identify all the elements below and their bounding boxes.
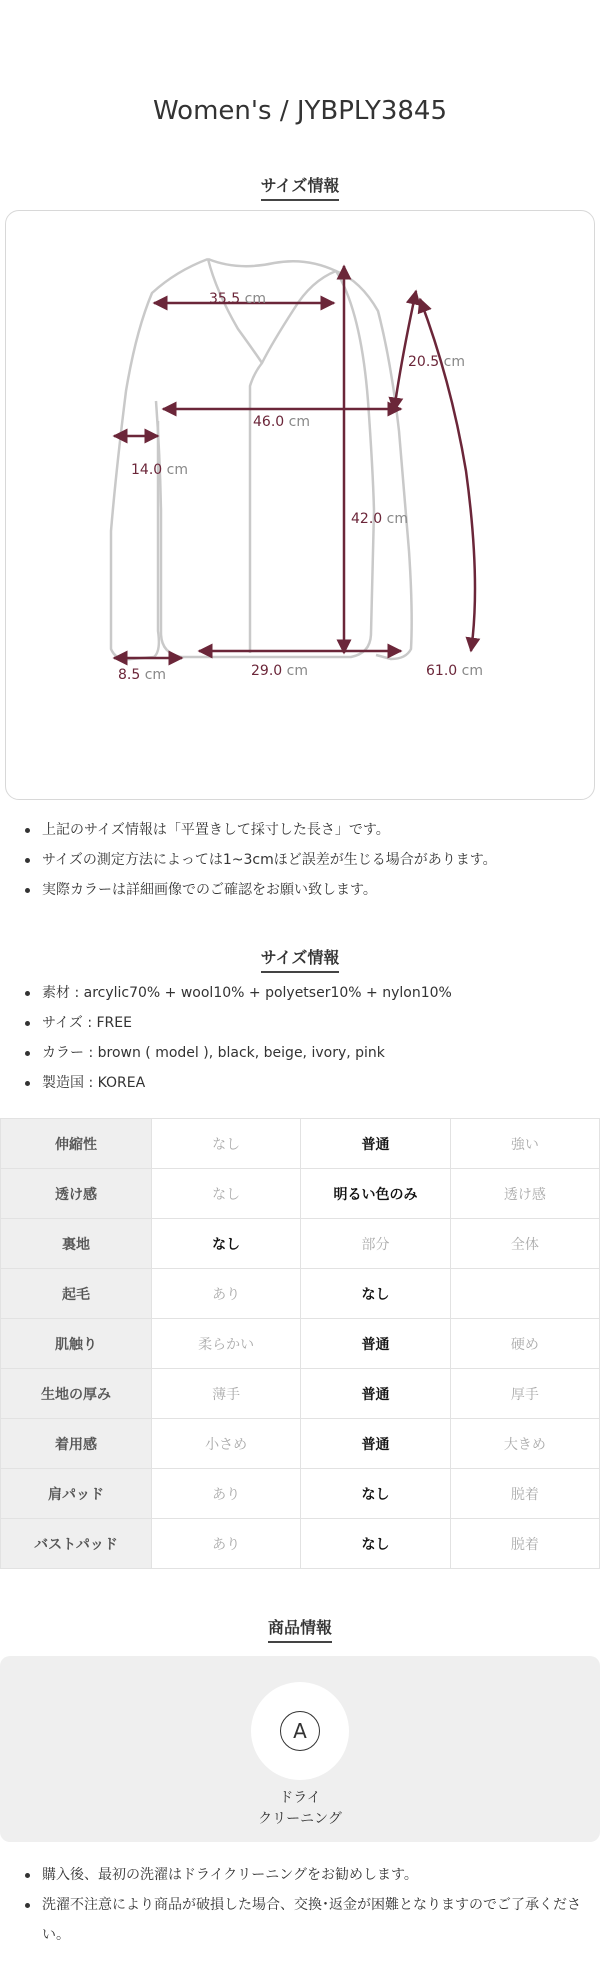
table-row — [1, 1319, 600, 1369]
selected-option: 明るい色のみ — [301, 1169, 450, 1219]
option: 厚手 — [450, 1369, 599, 1419]
length-label — [351, 511, 408, 527]
size-notes-list — [22, 815, 497, 905]
selected-option: 普通 — [301, 1369, 450, 1419]
list-item: 洗濯不注意により商品が破損した場合、交換･返金が困難となりますのでご了承くださ — [22, 1890, 581, 1920]
selected-option: なし — [152, 1219, 301, 1269]
list-item: 上記のサイズ情報は「平置きして採寸した長さ」です。 — [22, 815, 497, 845]
option: なし — [152, 1169, 301, 1219]
selected-option: 普通 — [301, 1419, 450, 1469]
option: 脱着 — [450, 1519, 599, 1569]
option: なし — [152, 1119, 301, 1169]
unit: cm — [244, 291, 266, 307]
list-item: 購入後、最初の洗濯はドライクリーニングをお勧めします。 — [22, 1860, 581, 1890]
option: 透け感 — [450, 1169, 599, 1219]
product-title: Women's / JYBPLY3845 — [152, 96, 448, 126]
table-row — [1, 1169, 600, 1219]
length-value: 42.0 — [351, 511, 383, 527]
selected-option: なし — [301, 1519, 450, 1569]
unit: cm — [386, 511, 408, 527]
unit: cm — [144, 667, 167, 683]
material-item: 素材 : arcylic70% + wool10% + polyetser10% + nylon10% — [22, 978, 452, 1008]
row-label: 肩パッド — [1, 1469, 152, 1519]
sleeve-top-label — [408, 354, 465, 370]
row-label: 伸縮性 — [1, 1119, 152, 1169]
option: 柔らかい — [152, 1319, 301, 1369]
option: 強い — [450, 1119, 599, 1169]
armhole-value: 14.0 — [131, 462, 163, 478]
list-item: サイズの測定方法によっては1~3cmほど誤差が生じる場合があります。 — [22, 845, 497, 875]
option: 小さめ — [152, 1419, 301, 1469]
sleeve-label — [426, 663, 483, 679]
row-label: バストパッド — [1, 1519, 152, 1569]
spec-heading-text: サイズ情報 — [261, 945, 340, 973]
sleeve-top-value: 20.5 — [408, 354, 440, 370]
size-item: サイズ : FREE — [22, 1008, 452, 1038]
fabric-properties-table — [0, 1118, 600, 1569]
option: 部分 — [301, 1219, 450, 1269]
selected-option: 普通 — [301, 1119, 450, 1169]
spec-heading — [0, 945, 600, 973]
shoulder-value: 35.5 — [209, 291, 241, 307]
hem-value: 29.0 — [251, 663, 283, 679]
chest-value: 46.0 — [253, 414, 285, 430]
care-instructions-panel — [0, 1656, 600, 1842]
table-row — [1, 1369, 600, 1419]
unit: cm — [461, 663, 483, 679]
garment-outline — [111, 259, 412, 659]
table-row — [1, 1119, 600, 1169]
option: 全体 — [450, 1219, 599, 1269]
cardigan-outline-illustration — [6, 211, 596, 801]
care-label — [0, 1788, 600, 1830]
row-label: 着用感 — [1, 1419, 152, 1469]
option: あり — [152, 1469, 301, 1519]
sleeve-value: 61.0 — [426, 663, 458, 679]
table-row — [1, 1469, 600, 1519]
option: 大きめ — [450, 1419, 599, 1469]
table-row — [1, 1519, 600, 1569]
color-item: カラー : brown ( model ), black, beige, ivory, pink — [22, 1038, 452, 1068]
selected-option: なし — [301, 1269, 450, 1319]
list-item: 実際カラーは詳細画像でのご確認をお願い致します。 — [22, 875, 497, 905]
table-row — [1, 1269, 600, 1319]
product-info-heading-text: 商品情報 — [268, 1615, 332, 1643]
table-row — [1, 1419, 600, 1469]
row-label: 起毛 — [1, 1269, 152, 1319]
selected-option: なし — [301, 1469, 450, 1519]
option: あり — [152, 1269, 301, 1319]
chest-label — [253, 414, 310, 430]
cuff-value: 8.5 — [118, 667, 141, 683]
size-info-heading — [0, 173, 600, 201]
table-row — [1, 1219, 600, 1269]
care-note-continuation: い。 — [42, 1927, 70, 1943]
sleeve-measure-line — [420, 299, 475, 651]
row-label: 生地の厚み — [1, 1369, 152, 1419]
sleeve-top-measure-line — [394, 291, 416, 411]
option — [450, 1269, 599, 1319]
product-info-heading — [0, 1615, 600, 1643]
care-label-line: ドライ — [279, 1790, 321, 1806]
option: 硬め — [450, 1319, 599, 1369]
row-label: 裏地 — [1, 1219, 152, 1269]
care-notes-list — [22, 1860, 581, 1920]
size-info-heading-text: サイズ情報 — [261, 173, 340, 201]
selected-option: 普通 — [301, 1319, 450, 1369]
unit: cm — [443, 354, 465, 370]
option: 薄手 — [152, 1369, 301, 1419]
row-label: 肌触り — [1, 1319, 152, 1369]
care-icon-circle — [251, 1682, 349, 1780]
hem-label — [251, 663, 308, 679]
armhole-label — [131, 462, 188, 478]
unit: cm — [166, 462, 188, 478]
shoulder-label — [209, 291, 266, 307]
care-label-line: クリーニング — [258, 1811, 342, 1827]
option: あり — [152, 1519, 301, 1569]
option: 脱着 — [450, 1469, 599, 1519]
unit: cm — [286, 663, 308, 679]
unit: cm — [288, 414, 310, 430]
size-diagram — [5, 210, 595, 800]
spec-list — [22, 978, 452, 1098]
row-label: 透け感 — [1, 1169, 152, 1219]
cuff-label — [118, 667, 166, 683]
dry-clean-icon: A — [280, 1711, 320, 1751]
origin-item: 製造国 : KOREA — [22, 1068, 452, 1098]
